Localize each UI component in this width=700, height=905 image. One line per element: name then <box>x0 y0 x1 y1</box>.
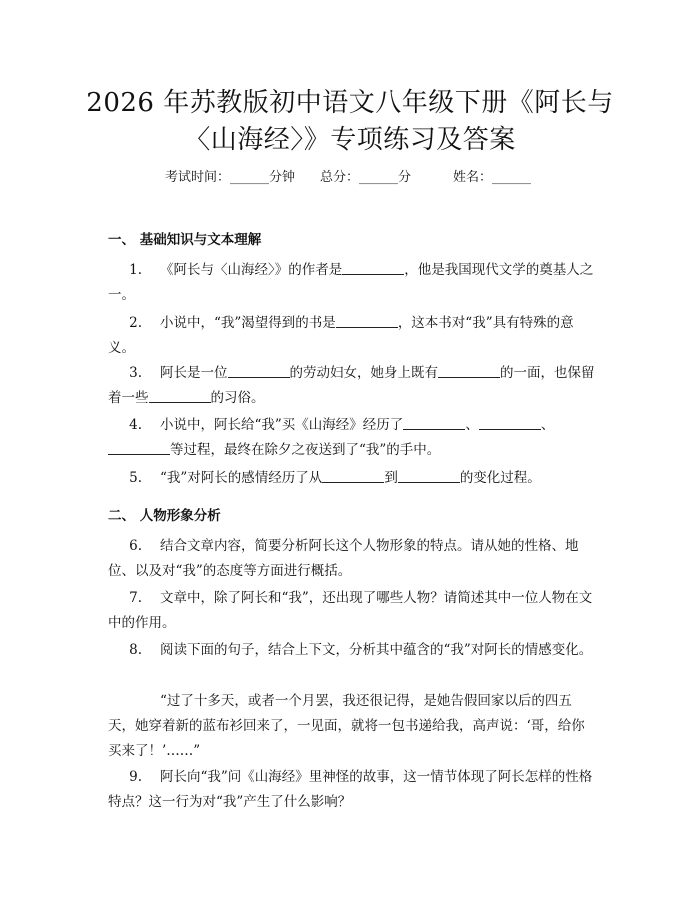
question-2: 2. 小说中，“我”渴望得到的书是 ，这本书对“我”具有特殊的意义。 <box>108 311 598 361</box>
answer-blank <box>342 260 404 275</box>
answer-blank <box>228 363 290 378</box>
section-heading-2: 二、 人物形象分析 <box>108 508 221 524</box>
question-6: 6. 结合文章内容，简要分析阿长这个人物形象的特点。请从她的性格、地位、以及对“我”的态度等方面进行概括。 <box>108 534 598 584</box>
answer-blank <box>336 313 398 328</box>
answer-blank <box>108 440 170 455</box>
answer-blank <box>149 388 211 403</box>
section-heading-1: 一、 基础知识与文本理解 <box>108 232 262 248</box>
question-3: 3. 阿长是一位 的劳动妇女，她身上既有 的一面，也保留着一些 的习俗。 <box>108 361 598 411</box>
answer-blank <box>322 468 384 483</box>
question-1: 1. 《阿长与〈山海经〉》的作者是 ，他是我国现代文学的奠基人之一。 <box>108 258 598 308</box>
question-number: 6. <box>129 538 142 554</box>
question-4: 4. 小说中，阿长给“我”买《山海经》经历了 、 、等过程，最终在除夕之夜送到了“我”的手中。 <box>108 413 598 463</box>
document-title-line-1: 2026 年苏教版初中语文八年级下册《阿长与 <box>86 88 614 118</box>
question-8: 8. 阅读下面的句子，结合上下文，分析其中蕴含的“我”对阿长的情感变化。 <box>108 638 598 663</box>
answer-blank <box>479 415 541 430</box>
question-number: 5. <box>129 470 142 486</box>
answer-blank <box>398 468 460 483</box>
question-number: 8. <box>129 642 142 658</box>
document-title-line-2: 〈山海经〉》专项练习及答案 <box>184 125 516 155</box>
student-name-label: 姓名：______ <box>453 170 532 185</box>
question-number: 2. <box>129 315 142 331</box>
exam-time-label: 考试时间：______分钟 <box>165 170 296 185</box>
question-number: 7. <box>129 590 142 606</box>
question-9: 9. 阿长向“我”问《山海经》里神怪的故事，这一情节体现了阿长怎样的性格特点？这一行为对“我”产生了什么影响？ <box>108 765 598 815</box>
question-number: 3. <box>129 365 142 381</box>
question-7: 7. 文章中，除了阿长和“我”，还出现了哪些人物？请简述其中一位人物在文中的作用。 <box>108 586 598 636</box>
total-score-label: 总分：______分 <box>320 170 412 185</box>
answer-blank <box>403 415 465 430</box>
question-number: 1. <box>129 262 142 278</box>
question-5: 5. “我”对阿长的感情经历了从 到 的变化过程。 <box>108 466 598 491</box>
quoted-passage: “过了十多天，或者一个月罢，我还很记得，是她告假回家以后的四五天，她穿着新的蓝布衫回来了，一见面，就将一包书递给我，高声说：‘哥，给你买来了！’……” <box>108 693 585 759</box>
answer-blank <box>438 363 500 378</box>
question-number: 4. <box>129 417 142 433</box>
question-number: 9. <box>129 769 142 785</box>
